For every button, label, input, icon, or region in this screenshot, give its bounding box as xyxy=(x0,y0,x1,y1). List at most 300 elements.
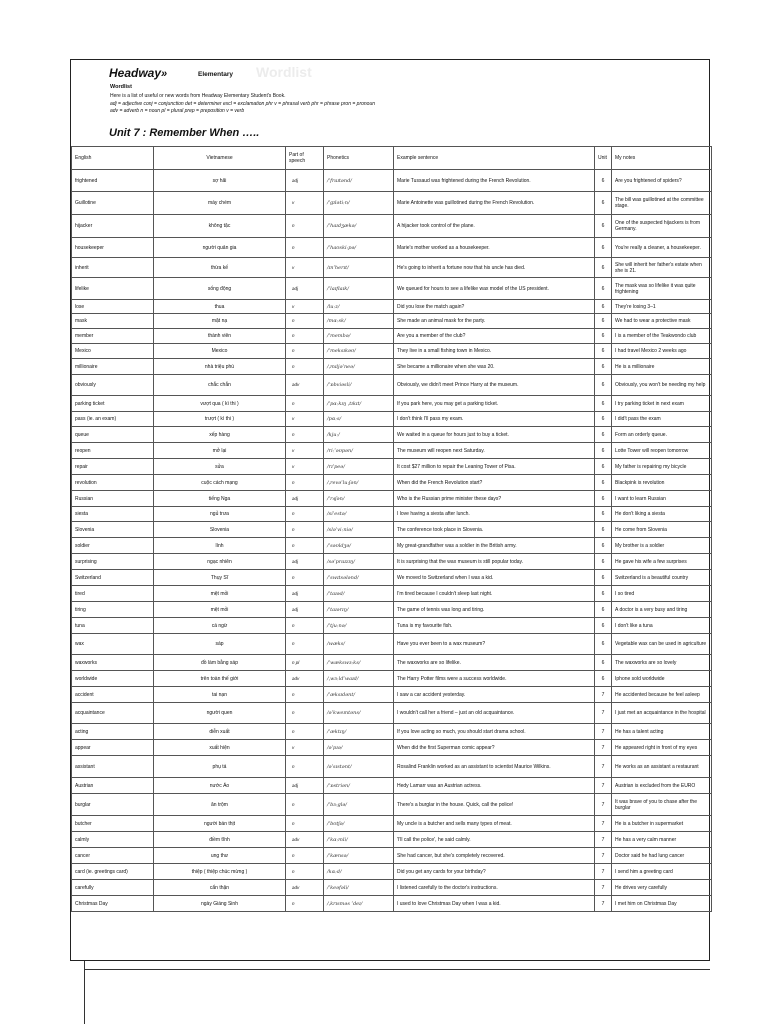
cell-part-of-speech: adj xyxy=(286,170,324,192)
cell-note: He come from Slovenia xyxy=(612,522,712,538)
cell-unit: 6 xyxy=(595,459,612,475)
cell-phonetics: /siˈestə/ xyxy=(324,507,394,522)
cell-word: Christmas Day xyxy=(72,896,154,912)
page-header xyxy=(71,60,709,146)
cell-vietnamese: nhà triệu phú xyxy=(154,359,286,375)
cell-unit: 7 xyxy=(595,832,612,848)
cell-phonetics: /ˈhaɪdʒækə/ xyxy=(324,215,394,238)
cell-phonetics: /kjuː/ xyxy=(324,427,394,443)
table-row xyxy=(72,314,712,329)
cell-part-of-speech: v xyxy=(286,258,324,278)
cell-part-of-speech: adj xyxy=(286,586,324,602)
cell-unit: 7 xyxy=(595,794,612,816)
cell-phonetics: /ˈlaɪflaɪk/ xyxy=(324,278,394,300)
cell-vietnamese: lính xyxy=(154,538,286,554)
cell-word: parking ticket xyxy=(72,396,154,412)
cell-example: There's a burglar in the house. Quick, call the police! xyxy=(394,794,595,816)
cell-note: I send him a greeting card xyxy=(612,864,712,880)
cell-example: We moved to Switzerland when I was a kid. xyxy=(394,570,595,586)
table-header-row xyxy=(72,147,712,170)
cell-note: They're losing 3–1 xyxy=(612,300,712,314)
cell-unit: 6 xyxy=(595,278,612,300)
col-header-unit: Unit xyxy=(595,147,612,170)
cell-phonetics: /əˈpɪə/ xyxy=(324,740,394,756)
cell-note: The waxworks are so lovely xyxy=(612,655,712,671)
table-row xyxy=(72,427,712,443)
cell-unit: 6 xyxy=(595,314,612,329)
cell-part-of-speech: n xyxy=(286,475,324,491)
cell-part-of-speech: n xyxy=(286,359,324,375)
cell-vietnamese: Thụy Sĩ xyxy=(154,570,286,586)
cell-word: Russian xyxy=(72,491,154,507)
cell-unit: 7 xyxy=(595,740,612,756)
cell-vietnamese: ung thư xyxy=(154,848,286,864)
cell-word: obviously xyxy=(72,375,154,396)
cell-note: She will inherit her father's estate when she is 21. xyxy=(612,258,712,278)
cell-example: My great-grandfather was a soldier in the British army. xyxy=(394,538,595,554)
cell-note: He drives very carefully xyxy=(612,880,712,896)
cell-note: You're really a cleaner, a housekeeper. xyxy=(612,238,712,258)
cell-vietnamese: diễn xuất xyxy=(154,724,286,740)
table-row xyxy=(72,816,712,832)
cell-part-of-speech: n xyxy=(286,687,324,703)
cell-part-of-speech: adj xyxy=(286,554,324,570)
cell-phonetics: /ˈfraɪtənd/ xyxy=(324,170,394,192)
cell-word: calmly xyxy=(72,832,154,848)
col-header-phonetics: Phonetics xyxy=(324,147,394,170)
cell-part-of-speech: adv xyxy=(286,832,324,848)
cell-phonetics: /ˈhaʊskiːpə/ xyxy=(324,238,394,258)
cell-part-of-speech: n xyxy=(286,522,324,538)
cell-phonetics: /əˈsɪstənt/ xyxy=(324,756,394,778)
table-row xyxy=(72,375,712,396)
cell-note: I just met an acquaintance in the hospital xyxy=(612,703,712,724)
cell-phonetics: /ˈwækswɜːks/ xyxy=(324,655,394,671)
table-row xyxy=(72,491,712,507)
cell-phonetics: /ˈmembə/ xyxy=(324,329,394,344)
table-row xyxy=(72,507,712,522)
cell-example: I don't think I'll pass my exam. xyxy=(394,412,595,427)
cell-example: A hijacker took control of the plane. xyxy=(394,215,595,238)
cell-vietnamese: mệt mỏi xyxy=(154,586,286,602)
cell-word: reopen xyxy=(72,443,154,459)
cell-unit: 6 xyxy=(595,522,612,538)
cell-vietnamese: chắc chắn xyxy=(154,375,286,396)
cell-note: The bill was guillotined at the committee stage. xyxy=(612,192,712,215)
cell-phonetics: /ˈkænsə/ xyxy=(324,848,394,864)
cell-phonetics: /əˈkweɪntəns/ xyxy=(324,703,394,724)
cell-word: lose xyxy=(72,300,154,314)
cell-vietnamese: người quen xyxy=(154,703,286,724)
cell-example: I'm tired because I couldn't sleep last night. xyxy=(394,586,595,602)
cell-vietnamese: cuộc cách mạng xyxy=(154,475,286,491)
table-row xyxy=(72,192,712,215)
cell-unit: 6 xyxy=(595,412,612,427)
headway-logo: Headway» xyxy=(109,66,166,80)
cell-phonetics: /səˈpraɪzɪŋ/ xyxy=(324,554,394,570)
cell-part-of-speech: n xyxy=(286,794,324,816)
cell-example: The game of tennis was long and tiring. xyxy=(394,602,595,618)
cell-note: My father is repairing my bicycle xyxy=(612,459,712,475)
cell-word: card (ie. greetings card) xyxy=(72,864,154,880)
cell-phonetics: /ˈkɑːmli/ xyxy=(324,832,394,848)
cell-phonetics: /ˈswɪtsələnd/ xyxy=(324,570,394,586)
cell-vietnamese: tiếng Nga xyxy=(154,491,286,507)
cell-vietnamese: mặt nạ xyxy=(154,314,286,329)
cell-note: He works as an assistant a restaurant xyxy=(612,756,712,778)
table-row xyxy=(72,170,712,192)
table-row xyxy=(72,880,712,896)
cell-word: Austrian xyxy=(72,778,154,794)
cell-vietnamese: không tặc xyxy=(154,215,286,238)
cell-vietnamese: thừa kế xyxy=(154,258,286,278)
cell-phonetics: /ˈpɑːkɪŋ ˌtɪkɪt/ xyxy=(324,396,394,412)
table-row xyxy=(72,538,712,554)
cell-note: He has a talent acting xyxy=(612,724,712,740)
cell-vietnamese: Slovenia xyxy=(154,522,286,538)
cell-note: Blackpink is revolution xyxy=(612,475,712,491)
cell-word: Mexico xyxy=(72,344,154,359)
table-row xyxy=(72,756,712,778)
cell-unit: 7 xyxy=(595,778,612,794)
cell-phonetics: /ˌwɜːldˈwaɪd/ xyxy=(324,671,394,687)
cell-unit: 6 xyxy=(595,538,612,554)
cell-unit: 6 xyxy=(595,215,612,238)
cell-vietnamese: cá ngừ xyxy=(154,618,286,634)
cell-unit: 7 xyxy=(595,848,612,864)
cell-phonetics: /ˈmeksɪkəʊ/ xyxy=(324,344,394,359)
cell-unit: 6 xyxy=(595,359,612,375)
cell-phonetics: /ˈrʌʃən/ xyxy=(324,491,394,507)
cell-word: surprising xyxy=(72,554,154,570)
table-row xyxy=(72,215,712,238)
cell-part-of-speech: n xyxy=(286,756,324,778)
table-row xyxy=(72,602,712,618)
cell-vietnamese: nước Áo xyxy=(154,778,286,794)
cell-note: He has a very calm manner xyxy=(612,832,712,848)
cell-vietnamese: máy chém xyxy=(154,192,286,215)
cell-note: A doctor is a very busy and tiring xyxy=(612,602,712,618)
cell-part-of-speech: v xyxy=(286,412,324,427)
cell-example: I wouldn't call her a friend – just an old acquaintance. xyxy=(394,703,595,724)
cell-word: pass (ie. an exam) xyxy=(72,412,154,427)
table-row xyxy=(72,300,712,314)
cell-word: housekeeper xyxy=(72,238,154,258)
cell-example: Rosalind Franklin worked as an assistant to scientist Maurice Wilkins. xyxy=(394,756,595,778)
cell-unit: 6 xyxy=(595,443,612,459)
cell-unit: 6 xyxy=(595,671,612,687)
col-header-part-of-speech: Part of speech xyxy=(286,147,324,170)
table-row xyxy=(72,412,712,427)
cell-unit: 6 xyxy=(595,396,612,412)
cell-vietnamese: Mexico xyxy=(154,344,286,359)
cell-example: She made an animal mask for the party. xyxy=(394,314,595,329)
unit-title: Unit 7 : Remember When ….. xyxy=(109,127,260,139)
cell-phonetics: /ˈæktɪŋ/ xyxy=(324,724,394,740)
cell-unit: 6 xyxy=(595,491,612,507)
cell-note: The mask was so lifelike it was quite frightening xyxy=(612,278,712,300)
cell-unit: 6 xyxy=(595,192,612,215)
cell-note: He is a millionaire xyxy=(612,359,712,375)
cell-word: carefully xyxy=(72,880,154,896)
cell-word: burglar xyxy=(72,794,154,816)
col-header-notes: My notes xyxy=(612,147,712,170)
table-row xyxy=(72,258,712,278)
cell-note: I try parking ticket in next exam xyxy=(612,396,712,412)
cell-vietnamese: xếp hàng xyxy=(154,427,286,443)
cell-note: Iphone sold worldwide xyxy=(612,671,712,687)
cell-part-of-speech: n xyxy=(286,703,324,724)
cell-unit: 6 xyxy=(595,427,612,443)
cell-note: I so tired xyxy=(612,586,712,602)
cell-unit: 6 xyxy=(595,258,612,278)
cell-phonetics: /sləˈviːniə/ xyxy=(324,522,394,538)
cell-example: My uncle is a butcher and sells many types of meat. xyxy=(394,816,595,832)
cell-vietnamese: vượt qua ( kì thi ) xyxy=(154,396,286,412)
cell-part-of-speech: n xyxy=(286,314,324,329)
cell-word: soldier xyxy=(72,538,154,554)
cell-note: Austrian is excluded from the EURO xyxy=(612,778,712,794)
cell-part-of-speech: v xyxy=(286,443,324,459)
cell-vietnamese: đồ làm bằng sáp xyxy=(154,655,286,671)
cell-example: Did you get any cards for your birthday? xyxy=(394,864,595,880)
cell-example: I used to love Christmas Day when I was a kid. xyxy=(394,896,595,912)
cell-word: revolution xyxy=(72,475,154,491)
table-row xyxy=(72,443,712,459)
table-row xyxy=(72,618,712,634)
cell-part-of-speech: n xyxy=(286,329,324,344)
cell-word: wax xyxy=(72,634,154,655)
cell-example: Hedy Lamarr was an Austrian actress. xyxy=(394,778,595,794)
cell-vietnamese: xuất hiện xyxy=(154,740,286,756)
cell-unit: 7 xyxy=(595,864,612,880)
cell-word: worldwide xyxy=(72,671,154,687)
bottom-divider-horizontal xyxy=(84,969,710,970)
table-row xyxy=(72,459,712,475)
cell-word: tiring xyxy=(72,602,154,618)
table-row xyxy=(72,586,712,602)
cell-unit: 6 xyxy=(595,170,612,192)
cell-word: cancer xyxy=(72,848,154,864)
cell-unit: 6 xyxy=(595,375,612,396)
table-row xyxy=(72,344,712,359)
table-row xyxy=(72,832,712,848)
cell-phonetics: /ˌrevəˈluːʃən/ xyxy=(324,475,394,491)
wordlist-table xyxy=(71,146,712,912)
cell-vietnamese: cẩn thận xyxy=(154,880,286,896)
cell-part-of-speech: adv xyxy=(286,671,324,687)
table-row xyxy=(72,396,712,412)
cell-note: It was brave of you to chase after the burglar xyxy=(612,794,712,816)
cell-word: siesta xyxy=(72,507,154,522)
cell-note: My brother is a soldier xyxy=(612,538,712,554)
wordlist-page xyxy=(70,59,710,961)
cell-part-of-speech: adj xyxy=(286,602,324,618)
cell-part-of-speech: adj xyxy=(286,778,324,794)
cell-phonetics: /ˈbʊtʃə/ xyxy=(324,816,394,832)
cell-word: acting xyxy=(72,724,154,740)
cell-unit: 6 xyxy=(595,344,612,359)
cell-part-of-speech: n xyxy=(286,215,324,238)
cell-example: The waxworks are so lifelike. xyxy=(394,655,595,671)
cell-example: Tuna is my favourite fish. xyxy=(394,618,595,634)
cell-part-of-speech: n xyxy=(286,396,324,412)
cell-note: Vegetable wax can be used in agriculture xyxy=(612,634,712,655)
cell-note: Lotte Tower will reopen tomorrow xyxy=(612,443,712,459)
cell-example: Have you ever been to a wax museum? xyxy=(394,634,595,655)
cell-part-of-speech: n pl xyxy=(286,655,324,671)
cell-part-of-speech: adj xyxy=(286,278,324,300)
cell-unit: 7 xyxy=(595,756,612,778)
table-row xyxy=(72,554,712,570)
cell-vietnamese: trượt ( kì thi ) xyxy=(154,412,286,427)
cell-vietnamese: ngủ trưa xyxy=(154,507,286,522)
cell-example: Marie Tussaud was frightened during the French Revolution. xyxy=(394,170,595,192)
table-row xyxy=(72,864,712,880)
cell-vietnamese: mở lại xyxy=(154,443,286,459)
cell-note: He appeared right in front of my eyes xyxy=(612,740,712,756)
cell-part-of-speech: n xyxy=(286,864,324,880)
watermark-title: Wordlist xyxy=(256,64,312,80)
cell-vietnamese: mệt mỏi xyxy=(154,602,286,618)
cell-example: I listened carefully to the doctor's instructions. xyxy=(394,880,595,896)
cell-word: acquaintance xyxy=(72,703,154,724)
col-header-vietnamese: Vietnamese xyxy=(154,147,286,170)
cell-phonetics: /ˌmɪljəˈneə/ xyxy=(324,359,394,375)
table-row xyxy=(72,671,712,687)
cell-example: The conference took place in Slovenia. xyxy=(394,522,595,538)
cell-example: Marie's mother worked as a housekeeper. xyxy=(394,238,595,258)
intro-text xyxy=(110,93,375,116)
cell-example: Did you lose the match again? xyxy=(394,300,595,314)
cell-phonetics: /kɑːd/ xyxy=(324,864,394,880)
cell-example: It is surprising that the wax museum is still popular today. xyxy=(394,554,595,570)
table-row xyxy=(72,794,712,816)
cell-note: One of the suspected hijackers is from Germany. xyxy=(612,215,712,238)
cell-part-of-speech: n xyxy=(286,344,324,359)
cell-unit: 7 xyxy=(595,880,612,896)
cell-note: Form an orderly queue. xyxy=(612,427,712,443)
cell-vietnamese: phụ tá xyxy=(154,756,286,778)
abbreviations-line-1: adj = adjective conj = conjunction det = determiner excl = exclamation phr v = phrasal verb phr = phrase pron = pronoun xyxy=(110,100,376,107)
cell-unit: 6 xyxy=(595,655,612,671)
cell-note: I don't like a tuna xyxy=(612,618,712,634)
cell-part-of-speech: n xyxy=(286,507,324,522)
cell-example: 'I'll call the police', he said calmly. xyxy=(394,832,595,848)
cell-note: He accidented because he feel asleep xyxy=(612,687,712,703)
col-header-example: Example sentence xyxy=(394,147,595,170)
cell-part-of-speech: n xyxy=(286,238,324,258)
table-row xyxy=(72,848,712,864)
col-header-english: English xyxy=(72,147,154,170)
cell-phonetics: /pɑːs/ xyxy=(324,412,394,427)
cell-part-of-speech: n xyxy=(286,618,324,634)
cell-example: Are you a member of the club? xyxy=(394,329,595,344)
cell-example: She became a millionaire when she was 20. xyxy=(394,359,595,375)
cell-part-of-speech: n xyxy=(286,816,324,832)
table-row xyxy=(72,778,712,794)
cell-unit: 6 xyxy=(595,602,612,618)
cell-word: member xyxy=(72,329,154,344)
cell-note: Switzerland is a beautiful country xyxy=(612,570,712,586)
cell-part-of-speech: v xyxy=(286,459,324,475)
cell-note: I did't pass the exam xyxy=(612,412,712,427)
cell-example: Obviously, we didn't meet Prince Harry at the museum. xyxy=(394,375,595,396)
cell-note: Doctor said he had lung cancer xyxy=(612,848,712,864)
cell-vietnamese: sống động xyxy=(154,278,286,300)
cell-word: Switzerland xyxy=(72,570,154,586)
cell-example: We queued for hours to see a lifelike wax model of the US president. xyxy=(394,278,595,300)
cell-phonetics: /ˌkrɪsməs ˈdeɪ/ xyxy=(324,896,394,912)
cell-part-of-speech: v xyxy=(286,192,324,215)
cell-unit: 6 xyxy=(595,300,612,314)
cell-example: It cost $27 million to repair the Leaning Tower of Pisa. xyxy=(394,459,595,475)
table-row xyxy=(72,634,712,655)
table-row xyxy=(72,570,712,586)
table-row xyxy=(72,740,712,756)
cell-unit: 6 xyxy=(595,618,612,634)
cell-note: I is a member of the Teakwondo club xyxy=(612,329,712,344)
cell-note: Obviously, you won't be needing my help xyxy=(612,375,712,396)
table-row xyxy=(72,278,712,300)
cell-vietnamese: điềm tĩnh xyxy=(154,832,286,848)
cell-vietnamese: sáp xyxy=(154,634,286,655)
cell-word: hijacker xyxy=(72,215,154,238)
cell-example: She had cancer, but she's completely recovered. xyxy=(394,848,595,864)
cell-example: The Harry Potter films were a success worldwide. xyxy=(394,671,595,687)
cell-part-of-speech: n xyxy=(286,570,324,586)
cell-part-of-speech: n xyxy=(286,724,324,740)
cell-word: millionaire xyxy=(72,359,154,375)
cell-phonetics: /ˈtjuːnə/ xyxy=(324,618,394,634)
cell-unit: 6 xyxy=(595,570,612,586)
cell-part-of-speech: adj xyxy=(286,491,324,507)
cell-word: queue xyxy=(72,427,154,443)
cell-phonetics: /riːˈəʊpən/ xyxy=(324,443,394,459)
cell-example: He's going to inherit a fortune now that his uncle has died. xyxy=(394,258,595,278)
cell-example: Marie Antoinette was guillotined during the French Revolution. xyxy=(394,192,595,215)
cell-note: He gave his wife a few surprises xyxy=(612,554,712,570)
intro-line: Here is a list of useful or new words from Headway Elementary Student's Book. xyxy=(110,93,286,99)
cell-part-of-speech: n xyxy=(286,427,324,443)
cell-unit: 6 xyxy=(595,554,612,570)
cell-vietnamese: thành viên xyxy=(154,329,286,344)
cell-example: We waited in a queue for hours just to buy a ticket. xyxy=(394,427,595,443)
cell-example: If you love acting so much, you should start drama school. xyxy=(394,724,595,740)
cell-phonetics: /ˈsəʊldʒə/ xyxy=(324,538,394,554)
cell-phonetics: /mɑːsk/ xyxy=(324,314,394,329)
table-row xyxy=(72,329,712,344)
cell-phonetics: /ɪnˈherɪt/ xyxy=(324,258,394,278)
cell-word: inherit xyxy=(72,258,154,278)
cell-unit: 6 xyxy=(595,475,612,491)
cell-part-of-speech: n xyxy=(286,538,324,554)
cell-unit: 6 xyxy=(595,507,612,522)
cell-example: I love having a siesta after lunch. xyxy=(394,507,595,522)
cell-unit: 6 xyxy=(595,634,612,655)
cell-word: waxworks xyxy=(72,655,154,671)
level-label: Elementary xyxy=(198,71,234,78)
cell-unit: 7 xyxy=(595,687,612,703)
cell-note: He don't liking a siesta xyxy=(612,507,712,522)
cell-vietnamese: ăn trộm xyxy=(154,794,286,816)
cell-unit: 7 xyxy=(595,816,612,832)
cell-phonetics: /ˈtaɪərɪŋ/ xyxy=(324,602,394,618)
cell-unit: 7 xyxy=(595,703,612,724)
cell-part-of-speech: n xyxy=(286,848,324,864)
cell-part-of-speech: v xyxy=(286,300,324,314)
table-row xyxy=(72,896,712,912)
